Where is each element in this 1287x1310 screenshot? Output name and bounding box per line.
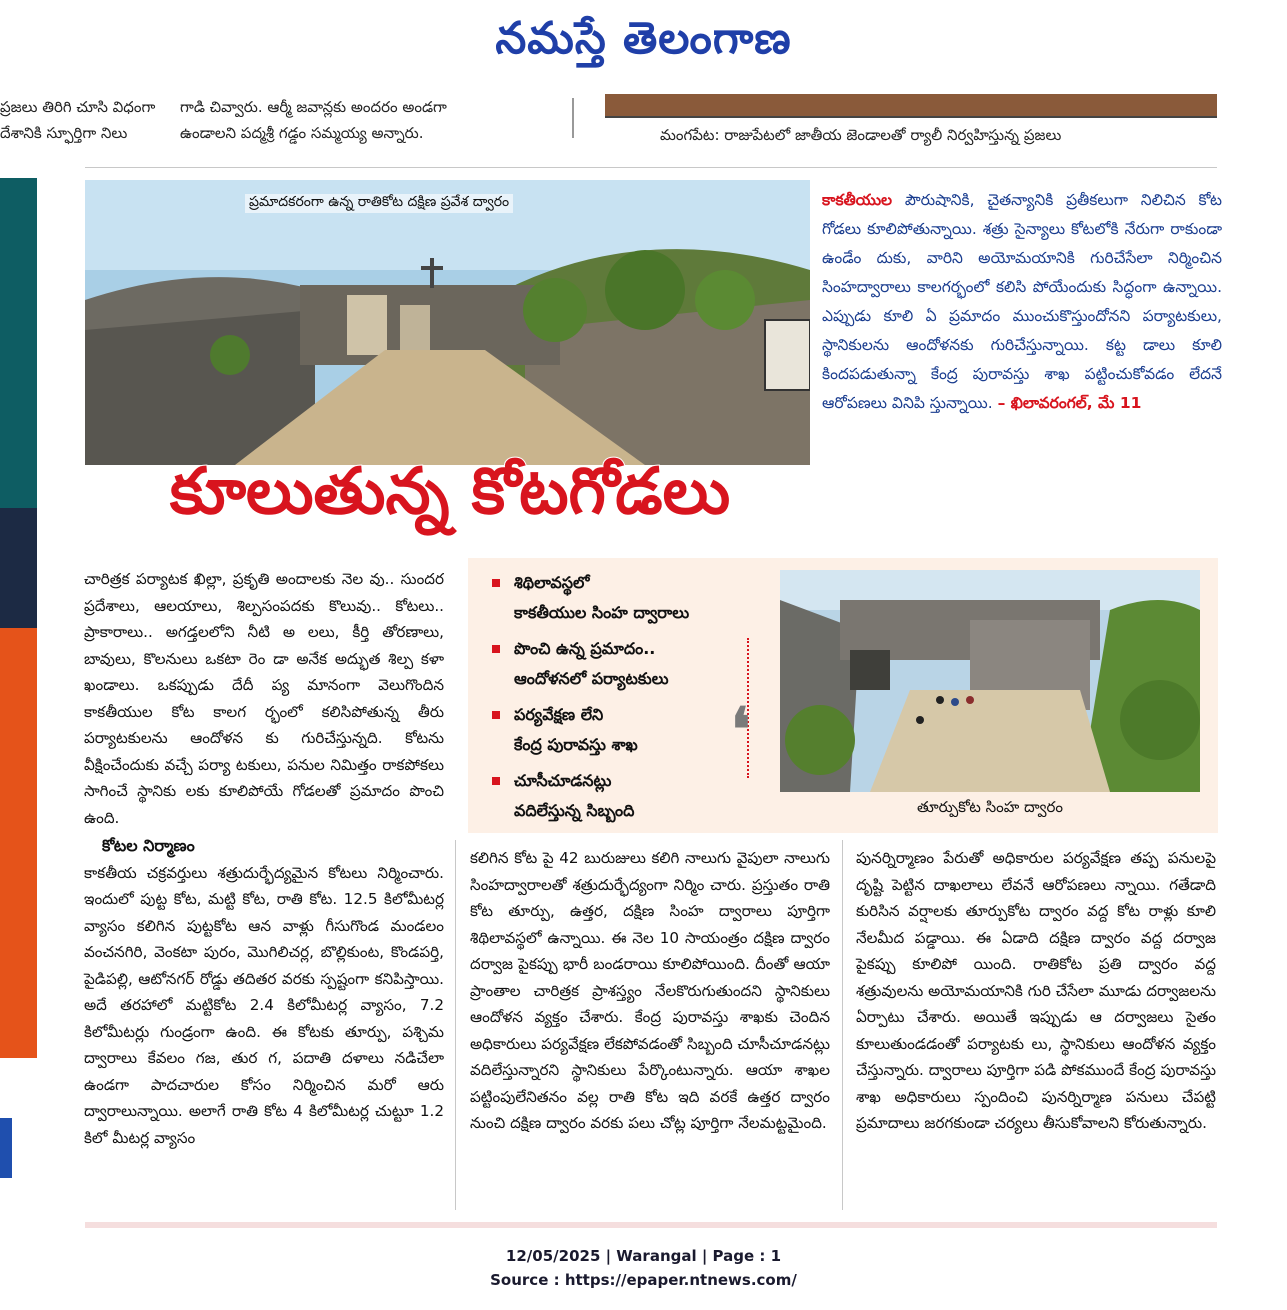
advertisement-strip <box>0 178 37 1228</box>
column-divider <box>572 98 574 138</box>
bullet-icon <box>492 777 500 785</box>
highlight-line: కేంద్ర పురావస్తు శాఖ <box>514 735 638 754</box>
ad-band-orange <box>0 628 37 1058</box>
fort-gate-illustration <box>85 180 810 465</box>
intro-text: పౌరుషానికి, చైతన్యానికి ప్రతీకలుగా నిలిచిన కోట గోడలు కూలిపోతున్నాయి. శత్రు సైన్యాలు కోటలోకి నేరుగా రాకుండా ఉండేం దుకు, వారిని అయోమయానికి గురిచేసేలా నిర్మించిన సింహద్వారాలు కాలగర్భంలో కలిసి పోయేందుకు సిద్ధంగా ఉన్నాయి. ఎప్పుడు కూలి ఏ ప్రమాదం ముంచుకొస్తుందోనని పర్యాటకులు, స్థానికులను ఆందోళనకు గురిచేస్తున్నాయి. కట్ట డాలు కూలి కిందపడుతున్నా కేంద్ర పురావస్తు శాఖ పట్టించుకోవడం లేదనే ఆరోపణలు వినిపి స్తున్నాయి. <box>822 191 1222 412</box>
quote-icon: ❛ <box>731 695 751 765</box>
highlights-box <box>468 558 1218 833</box>
highlight-line: పర్యవేక్షణ లేని <box>514 705 604 724</box>
prev-col1-line: దేశానికి స్ఫూర్తిగా నిలు <box>0 124 128 142</box>
subheading: కోటల నిర్మాణం <box>102 836 195 855</box>
section-divider <box>85 167 1217 168</box>
highlight-line: వదిలేస్తున్న సిబ్బంది <box>514 801 635 820</box>
previous-story-photo-caption: మంగపేట: రాజుపేటలో జాతీయ జెండాలతో ర్యాలీ నిర్వహిస్తున్న ప్రజలు <box>660 126 1062 144</box>
prev-col2-line: ఉండాలని పద్మశ్రీ గడ్డం సమ్మయ్య అన్నారు. <box>180 124 424 142</box>
highlights-list <box>486 568 756 832</box>
intro-summary <box>822 186 1222 418</box>
fort-photo-caption: తూర్పుకోట సింహ ద్వారం <box>916 798 1064 816</box>
newspaper-title: నమస్తే తెలంగాణ <box>495 13 792 64</box>
highlight-line: ఆందోళనలో పర్యాటకులు <box>514 669 669 688</box>
body-paragraph: చారిత్రక పర్యాటక ఖిల్లా, ప్రకృతి అందాలకు నెల వు.. సుందర ప్రదేశాలు, ఆలయాలు, శిల్పసంపదకు కొలువు.. కోటలు.. ప్రాకారాలు.. అగడ్తలలోని నీటి అ లలు, కీర్తి తోరణాలు, బావులు, కొలనులు ఒకటా రెం డా అనేక అద్భుత శిల్ప కళా ఖండాలు. ఒకప్పుడు దేదీ ప్య మానంగా వెలుగొందిన కాకతీయుల కోట కాలగ ర్భంలో కలిసిపోతున్న తీరు పర్యాటకులను ఆందోళన కు గురిచేస్తున్నది. కోటను వీక్షించేందుకు వచ్చే పర్యా టకులు, పనుల నిమిత్తం రాకపోకలు సాగించే స్థానికు లకు కూలిపోయే గోడలతో ప్రమాదం పొంచి ఉంది. <box>84 570 444 827</box>
body-paragraph: పునర్నిర్మాణం పేరుతో అధికారుల పర్యవేక్షణ తప్ప పనులపై దృష్టి పెట్టిన దాఖలాలు లేవనే ఆరోపణలు న్నాయి. గతేడాది కురిసిన వర్షాలకు తూర్పుకోట ద్వారం వద్ద కోట రాళ్లు కూలి నేలమీద పడ్డాయి. ఈ ఏడాది దక్షిణ ద్వారం వద్ద దర్వాజ పైకప్పు కూలిపో యింది. రాతికోట ప్రతి ద్వారం వద్ద శత్రువులను అయోమయానికి గురి చేసేలా మూడు దర్వాజలను ఏర్పాటు చేశారు. అయితే ఇప్పుడు ఆ దర్వాజలు సైతం కూలుతుండడంతో పర్యాటకు లు, స్థానికులు ఆందోళన వ్యక్తం చేస్తున్నారు. ద్వారాలు పూర్తిగా పడి పోకముందే కేంద్ర పురావస్తు శాఖ అధికారులు స్పందించి పునర్నిర్మాణ పనులు చేపట్టి ప్రమాదాలు జరగకుండా చర్యలు తీసుకోవాలని కోరుతున్నారు. <box>856 849 1216 1132</box>
intro-lead-word: కాకతీయుల <box>822 191 893 209</box>
previous-story-photo <box>605 94 1217 118</box>
column-divider <box>842 840 843 1210</box>
body-column-1 <box>84 566 444 1151</box>
body-column-2 <box>470 845 830 1137</box>
page-footer <box>0 1244 1287 1292</box>
highlight-item <box>486 634 756 694</box>
bullet-icon <box>492 711 500 719</box>
main-photo-caption: ప్రమాదకరంగా ఉన్న రాతికోట దక్షిణ ప్రవేశ ద్వారం <box>245 194 513 213</box>
highlight-line: పొంచి ఉన్న ప్రమాదం.. <box>514 639 656 658</box>
highlight-line: కాకతీయుల సింహ ద్వారాలు <box>514 603 690 622</box>
previous-story-strip <box>0 94 1215 156</box>
body-paragraph: కాకతీయ చక్రవర్తులు శత్రుదుర్భేద్యమైన కోటలు నిర్మించారు. ఇందులో పుట్ట కోట, మట్టి కోట, రాతి కోట. 12.5 కిలోమీటర్ల వ్యాసం కలిగిన పుట్టకోట ఆన వాళ్లు గీసుగొండ మండలం వంచనగిరి, వెంకటా పురం, మొగిలిచర్ల, బొల్లికుంట, కొండపర్తి, పైడిపల్లి, ఆటోనగర్ రోడ్డు తదితర వరకు స్పష్టంగా కనిపిస్తాయి. అదే తరహాలో మట్టికోట 2.4 కిలోమీటర్ల వ్యాసం, 7.2 కిలోమీటర్లు గుండ్రంగా ఉంది. ఈ కోటకు తూర్పు, పశ్చిమ ద్వారాలు కేవలం గజ, తుర గ, పదాతి దళాలు నడిచేలా ఉండగా పాదచారుల కోసం నిర్మించిన మరో ఆరు ద్వారాలున్నాయి. అలాగే రాతి కోట 4 కిలోమీటర్ల చుట్టూ 1.2 కిలో మీటర్ల వ్యాసం <box>84 863 444 1147</box>
previous-story-col1 <box>0 94 165 146</box>
body-column-3 <box>856 845 1216 1137</box>
masthead <box>0 6 1287 72</box>
edition-info: 12/05/2025 | Warangal | Page : 1 <box>505 1247 782 1265</box>
prev-col1-line: ప్రజలు తిరిగి చూసి విధంగా <box>0 98 156 116</box>
bullet-icon <box>492 645 500 653</box>
previous-story-col2 <box>180 94 560 146</box>
ad-band-teal <box>0 178 37 508</box>
east-gate-illustration <box>780 570 1200 792</box>
highlight-item <box>486 766 756 826</box>
highlight-item <box>486 568 756 628</box>
bullet-icon <box>492 579 500 587</box>
highlight-line: శిథిలావస్థలో <box>514 573 590 592</box>
highlight-line: చూసీచూడనట్లు <box>514 771 612 790</box>
bottom-rule <box>85 1222 1217 1228</box>
prev-col2-line: గాడి చివ్వారు. ఆర్మీ జవాన్లకు అందరం అండగా <box>180 98 447 116</box>
highlight-item <box>486 695 756 765</box>
body-paragraph: కలిగిన కోట పై 42 బురుజులు కలిగి నాలుగు వైపులా నాలుగు సింహద్వారాలతో శత్రుదుర్భేద్యంగా నిర్మిం చారు. ప్రస్తుతం రాతి కోట తూర్పు, ఉత్తర, దక్షిణ సింహ ద్వారాలు పూర్తిగా శిథిలావస్థలో ఉన్నాయి. ఈ నెల 10 సాయంత్రం దక్షిణ ద్వారం దర్వాజ పైకప్పు భారీ బండరాయి కూలిపోయింది. దీంతో ఆయా ప్రాంతాల చారిత్రక ప్రాశస్త్యం నేలకొరుగుతుందని స్థానికులు ఆందోళన వ్యక్తం చేశారు. కేంద్ర పురావస్తు శాఖకు చెందిన అధికారులు పర్యవేక్షణ లేకపోవడంతో సిబ్బంది చూసీచూడనట్లు వదిలేస్తున్నారని స్థానికులు పేర్కొంటున్నారు. ఆయా శాఖల పట్టింపులేనితనం వల్ల రాతి కోట ఇది వరకే ఉత్తర ద్వారం నుంచి దక్షిణ ద్వారం వరకు పలు చోట్ల పూర్తిగా నేలమట్టమైంది. <box>470 849 830 1132</box>
fort-east-gate-photo <box>780 570 1200 792</box>
ad-band-blue <box>0 1118 12 1178</box>
main-photo-fort-gate <box>85 180 810 465</box>
headline: కూలుతున్న కోటగోడలు <box>169 455 731 529</box>
source-link[interactable]: Source : https://epaper.ntnews.com/ <box>490 1271 797 1289</box>
column-divider <box>455 840 456 1210</box>
ad-band-navy <box>0 508 37 628</box>
dateline: – ఖిలావరంగల్, మే 11 <box>997 394 1142 412</box>
